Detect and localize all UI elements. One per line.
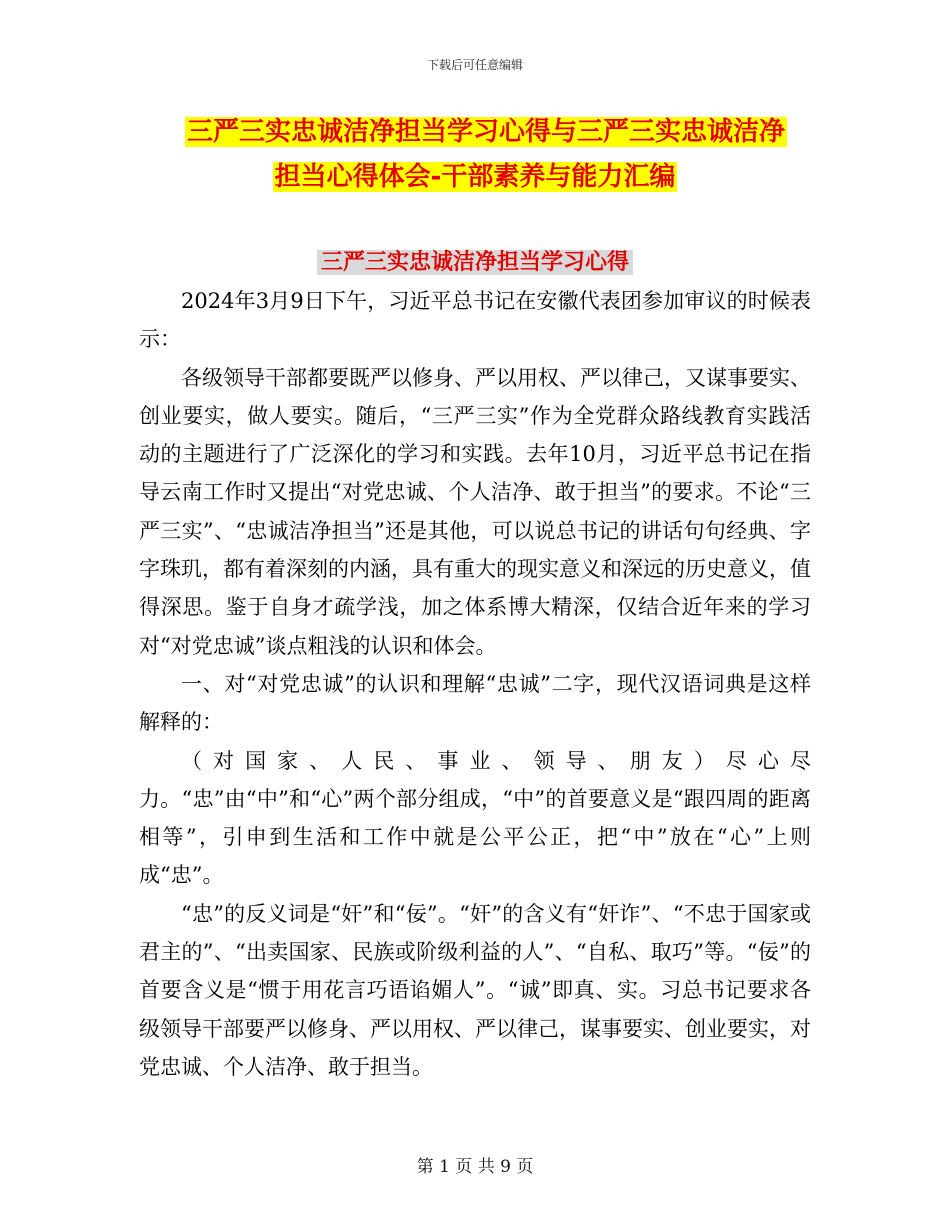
- header-note: 下载后可任意编辑: [426, 58, 523, 72]
- paragraph: （对国家、人民、事业、领导、朋友）尽心尽力。“忠”由“中”和“心”两个部分组成，“中”的首要意义是“跟四周的距离相等”，引申到生活和工作中就是公平公正，把“中”放在“心”上则成“忠”。: [139, 748, 811, 888]
- body-text: [139, 282, 811, 1086]
- section-title: [0, 245, 950, 281]
- paragraph: 各级领导干部都要既严以修身、严以用权、严以律己，又谋事要实、创业要实，做人要实。随后，“三严三实”作为全党群众路线教育实践活动的主题进行了广泛深化的学习和实践。去年10月，习近平总书记在指导云南工作时又提出“对党忠诚、个人洁净、敢于担当”的要求。不论“三严三实”、“忠诚洁净担当”还是其他，可以说总书记的讲话句句经典、字字珠玑，都有着深刻的内涵，具有重大的现实意义和深远的历史意义，值得深思。鉴于自身才疏学浅，加之体系博大精深，仅结合近年来的学习对“对党忠诚”谈点粗浅的认识和体会。: [139, 365, 811, 658]
- page-number: 第 1 页 共 9 页: [416, 1157, 534, 1177]
- title-line-2: [0, 155, 950, 200]
- title-line-1: [0, 110, 950, 155]
- section-title-text: 三严三实忠诚洁净担当学习心得: [317, 250, 633, 275]
- title-line-1-text: 三严三实忠诚洁净担当学习心得与三严三实忠诚洁净: [186, 117, 785, 147]
- paragraph: 一、对“对党忠诚”的认识和理解“忠诚”二字，现代汉语词典是这样解释的：: [139, 671, 811, 735]
- title-line-2-text: 担当心得体会-干部素养与能力汇编: [274, 162, 676, 192]
- paragraph: 2024年3月9日下午，习近平总书记在安徽代表团参加审议的时候表示：: [139, 289, 811, 352]
- paragraph: “忠”的反义词是“奸”和“佞”。“奸”的含义有“奸诈”、“不忠于国家或君主的”、“出卖国家、民族或阶级利益的人”、“自私、取巧”等。“佞”的首要含义是“惯于用花言巧语谄媚人”。“诚”即真、实。习总书记要求各级领导干部要严以修身、严以用权、严以律己，谋事要实、创业要实，对党忠诚、个人洁净、敢于担当。: [139, 901, 811, 1079]
- document-title: [0, 110, 950, 200]
